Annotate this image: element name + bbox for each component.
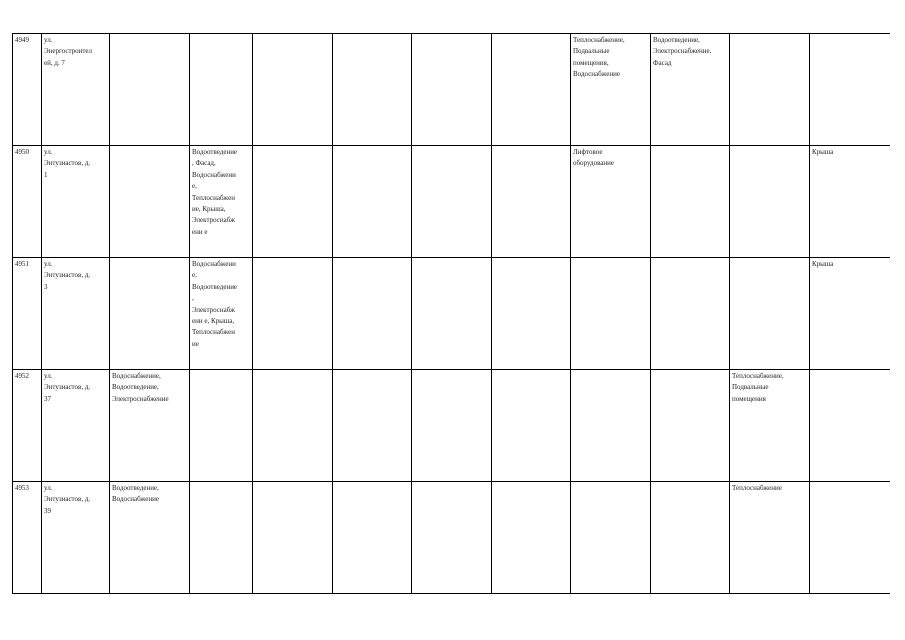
col-9-cell <box>651 258 730 370</box>
cell-text: ул. Энергостроител ей, д. 7 <box>44 36 93 67</box>
col-4-cell <box>253 482 333 594</box>
col-7-cell <box>492 146 571 258</box>
cell-text: Водоотведение , Фасад, Водоснабжени е, Теплоснабжен ие, Крыша, Электроснабж ени е <box>192 148 238 236</box>
col-4-cell <box>253 146 333 258</box>
col-4-cell <box>253 370 333 482</box>
col-5-cell <box>333 146 412 258</box>
repair-table <box>12 33 890 594</box>
col-2-cell <box>110 370 190 482</box>
table-row <box>13 482 890 594</box>
col-8-cell <box>571 370 651 482</box>
col-8-cell <box>571 258 651 370</box>
row-number <box>13 258 42 370</box>
col-9-cell <box>651 482 730 594</box>
row-number <box>13 146 42 258</box>
table-row <box>13 146 890 258</box>
address-cell <box>42 482 110 594</box>
col-3-cell <box>190 146 253 258</box>
cell-text: 4953 <box>15 484 29 492</box>
cell-text: Крыша <box>812 260 834 268</box>
col-4-cell <box>253 34 333 146</box>
col-10-cell <box>730 34 810 146</box>
cell-text: Лифтовое оборудование <box>573 148 615 168</box>
table-row <box>13 258 890 370</box>
cell-text: 4950 <box>15 148 29 156</box>
col-2-cell <box>110 482 190 594</box>
col-6-cell <box>412 34 492 146</box>
col-9-cell <box>651 146 730 258</box>
table-row <box>13 370 890 482</box>
cell-text: ул. Энтузиастов, д. 37 <box>44 372 91 403</box>
col-6-cell <box>412 146 492 258</box>
cell-text: Теплоснабжение, Подвальные помещения, Водоснабжение <box>573 36 625 79</box>
col-11-cell <box>810 258 890 370</box>
col-11-cell <box>810 146 890 258</box>
col-7-cell <box>492 482 571 594</box>
cell-text: 4951 <box>15 260 29 268</box>
col-2-cell <box>110 258 190 370</box>
cell-text: Водоотведение, Водоснабжение <box>112 484 160 504</box>
col-11-cell <box>810 34 890 146</box>
col-10-cell <box>730 482 810 594</box>
col-7-cell <box>492 258 571 370</box>
col-5-cell <box>333 258 412 370</box>
col-9-cell <box>651 370 730 482</box>
cell-text: Крыша <box>812 148 834 156</box>
row-number <box>13 370 42 482</box>
col-7-cell <box>492 370 571 482</box>
col-6-cell <box>412 258 492 370</box>
cell-text: ул. Энтузиастов, д. 1 <box>44 148 91 179</box>
cell-text: Теплоснабжение, Подвальные помещения <box>732 372 784 403</box>
cell-text: ул. Энтузиастов, д. 3 <box>44 260 91 291</box>
col-2-cell <box>110 34 190 146</box>
col-6-cell <box>412 482 492 594</box>
cell-text: Водоотведение, Электроснабжение, Фасад <box>653 36 712 67</box>
col-3-cell <box>190 482 253 594</box>
col-5-cell <box>333 370 412 482</box>
col-5-cell <box>333 34 412 146</box>
col-8-cell <box>571 146 651 258</box>
table-row <box>13 34 890 146</box>
col-10-cell <box>730 258 810 370</box>
cell-text: Водоснабжение, Водоотведение, Электроснабжение <box>112 372 169 403</box>
cell-text: 4952 <box>15 372 29 380</box>
col-6-cell <box>412 370 492 482</box>
col-4-cell <box>253 258 333 370</box>
row-number <box>13 482 42 594</box>
cell-text: 4949 <box>15 36 29 44</box>
col-8-cell <box>571 482 651 594</box>
address-cell <box>42 146 110 258</box>
col-11-cell <box>810 370 890 482</box>
col-3-cell <box>190 34 253 146</box>
col-10-cell <box>730 370 810 482</box>
address-cell <box>42 258 110 370</box>
col-11-cell <box>810 482 890 594</box>
col-10-cell <box>730 146 810 258</box>
col-7-cell <box>492 34 571 146</box>
cell-text: Водоснабжени е, Водоотведение , Электроснабж ени е, Крыша, Теплоснабжен ие <box>192 260 238 348</box>
col-3-cell <box>190 370 253 482</box>
address-cell <box>42 370 110 482</box>
col-2-cell <box>110 146 190 258</box>
col-3-cell <box>190 258 253 370</box>
cell-text: Теплоснабжение <box>732 484 782 492</box>
address-cell <box>42 34 110 146</box>
cell-text: ул. Энтузиастов, д. 39 <box>44 484 91 515</box>
col-8-cell <box>571 34 651 146</box>
col-9-cell <box>651 34 730 146</box>
col-5-cell <box>333 482 412 594</box>
row-number <box>13 34 42 146</box>
